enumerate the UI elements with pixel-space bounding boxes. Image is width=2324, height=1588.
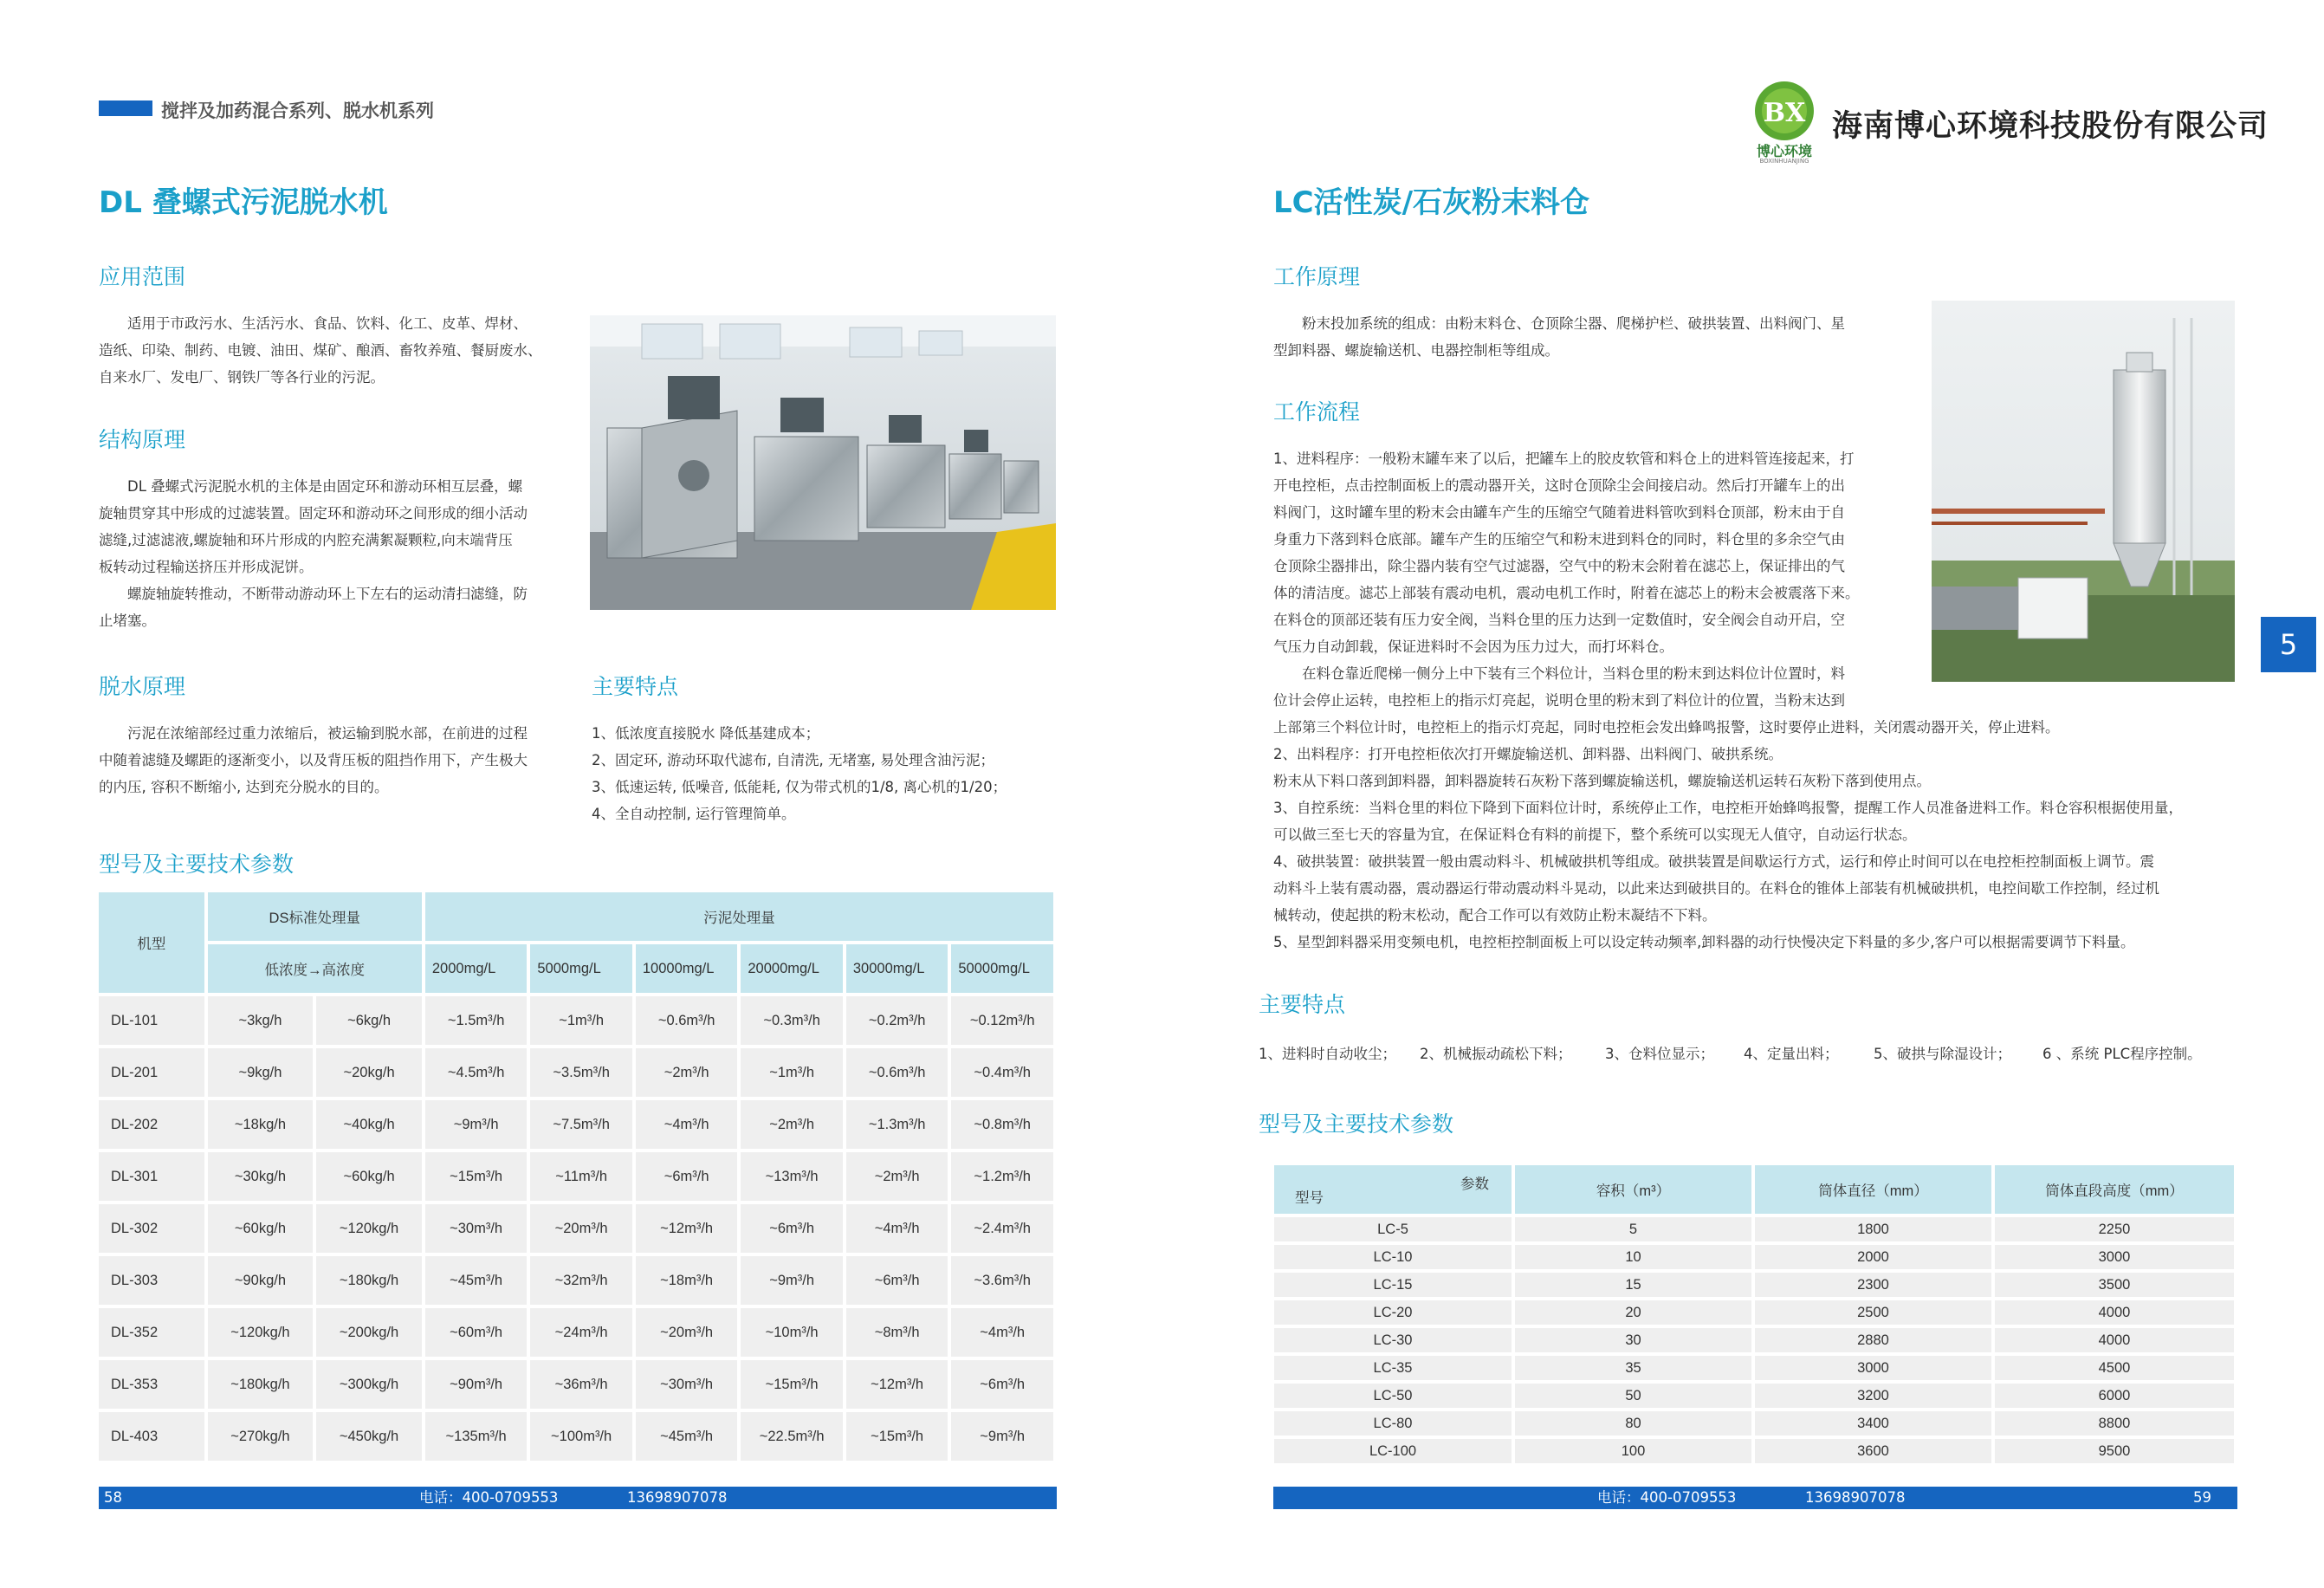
cell-h: 6000 xyxy=(1995,1384,2234,1408)
cell-sludge: ~1.3m³/h xyxy=(846,1100,948,1149)
cell-sludge: ~0.6m³/h xyxy=(846,1048,948,1097)
logo-cn-text: 博心环境 xyxy=(1756,143,1812,159)
cell-sludge: ~0.2m³/h xyxy=(846,996,948,1045)
cell-model: DL-302 xyxy=(99,1204,204,1253)
cell-sludge: ~0.12m³/h xyxy=(951,996,1053,1045)
process-line: 在料仓的顶部还装有压力安全阀，当料仓里的压力达到一定数值时，安全阀会自动开启，空 xyxy=(1273,612,1845,628)
machine-photo-image xyxy=(590,315,1056,610)
header-diameter: 筒体直径（mm） xyxy=(1755,1165,1991,1214)
cell-dia: 3000 xyxy=(1755,1356,1991,1380)
cell-sludge: ~0.8m³/h xyxy=(951,1100,1053,1149)
principle-heading: 工作原理 xyxy=(1273,264,1361,289)
right-table-heading: 型号及主要技术参数 xyxy=(1259,1112,1454,1137)
cell-sludge: ~15m³/h xyxy=(425,1152,528,1201)
process-line: 可以做三至七天的容量为宜，在保证料仓有料的前提下，整个系统可以实现无人值守，自动运行状态。 xyxy=(1273,826,1917,843)
cell-sludge: ~45m³/h xyxy=(425,1256,528,1305)
dl-table-body xyxy=(99,996,1053,1461)
table-row xyxy=(99,1204,1053,1253)
principle-line: 型卸料器、螺旋输送机、电器控制柜等组成。 xyxy=(1273,342,1559,359)
sub-header-conc: 10000mg/L xyxy=(636,944,738,993)
cell-sludge: ~135m³/h xyxy=(425,1412,528,1461)
structure-line: 板转动过程输送挤压并形成泥饼。 xyxy=(99,559,314,575)
left-features-heading: 主要特点 xyxy=(592,674,679,699)
cell-vol: 80 xyxy=(1515,1411,1751,1436)
cell-sludge: ~100m³/h xyxy=(530,1412,632,1461)
left-footer-mobile: 13698907078 xyxy=(627,1489,728,1506)
process-line: 位计会停止运转，电控柜上的指示灯亮起，说明仓里的粉末到了料位计的位置，当粉末达到 xyxy=(1273,692,1845,709)
cell-vol: 50 xyxy=(1515,1384,1751,1408)
cell-model: DL-202 xyxy=(99,1100,204,1149)
sub-header-conc: 2000mg/L xyxy=(425,944,528,993)
cell-model: DL-403 xyxy=(99,1412,204,1461)
process-line: 5、星型卸料器采用变频电机，电控柜控制面板上可以设定转动频率,卸料器的动行快慢决定下料量的多少,客户可以根据需要调节下料量。 xyxy=(1273,934,2135,950)
cell-h: 8800 xyxy=(1995,1411,2234,1436)
process-line: 料阀门，这时罐车里的粉末会由罐车产生的压缩空气随着进料管吹到料仓顶部，粉末由于自 xyxy=(1273,504,1845,521)
cell-sludge: ~0.6m³/h xyxy=(636,996,738,1045)
cell-sludge: ~36m³/h xyxy=(530,1360,632,1409)
cell-dia: 2300 xyxy=(1755,1273,1991,1297)
logo-leaf-icon xyxy=(1741,80,1828,142)
left-page-title: DL 叠螺式污泥脱水机 xyxy=(99,185,388,220)
sub-header-conc: 50000mg/L xyxy=(951,944,1053,993)
table-row xyxy=(1274,1411,2234,1436)
cell-sludge: ~2m³/h xyxy=(846,1152,948,1201)
cell-model: LC-20 xyxy=(1274,1300,1512,1325)
table-row xyxy=(1274,1273,2234,1297)
cell-vol: 35 xyxy=(1515,1356,1751,1380)
feature-item: 3、低速运转, 低噪音, 低能耗, 仅为带式机的1/8, 离心机的1/20； xyxy=(592,779,1007,795)
table-row xyxy=(99,1048,1053,1097)
cell-h: 4000 xyxy=(1995,1300,2234,1325)
cell-vol: 10 xyxy=(1515,1245,1751,1269)
cell-sludge: ~15m³/h xyxy=(846,1412,948,1461)
left-footer-bar xyxy=(99,1487,1057,1509)
cell-sludge: ~30m³/h xyxy=(425,1204,528,1253)
logo-en-text: BOXINHUANJING xyxy=(1759,158,1809,165)
table-row xyxy=(1274,1384,2234,1408)
col-header-sludge: 污泥处理量 xyxy=(425,892,1053,941)
application-line: 适用于市政污水、生活污水、食品、饮料、化工、皮革、焊材、 xyxy=(127,315,528,332)
principle-text xyxy=(1273,310,1906,364)
application-line: 自来水厂、发电厂、钢铁厂等各行业的污泥。 xyxy=(99,369,385,386)
process-line: 开电控柜，点击控制面板上的震动器开关，这时仓顶除尘会间接启动。然后打开罐车上的出 xyxy=(1273,477,1845,494)
cell-model: DL-303 xyxy=(99,1256,204,1305)
cell-sludge: ~0.3m³/h xyxy=(741,996,843,1045)
dewater-line: 的内压, 容积不断缩小, 达到充分脱水的目的。 xyxy=(99,779,389,795)
cell-sludge: ~0.4m³/h xyxy=(951,1048,1053,1097)
cell-h: 2250 xyxy=(1995,1217,2234,1241)
cell-high: ~120kg/h xyxy=(316,1204,422,1253)
application-line: 造纸、印染、制药、电镀、油田、煤矿、酿酒、畜牧养殖、餐厨废水、 xyxy=(99,342,542,359)
feature-item: 3、仓料位显示； xyxy=(1605,1046,1714,1062)
process-line: 4、破拱装置：破拱装置一般由震动料斗、机械破拱机等组成。破拱装置是间歇运行方式，运行和停止时间可以在电控柜控制面板上调节。震 xyxy=(1273,853,2154,870)
feature-item: 4、定量出料； xyxy=(1744,1046,1839,1062)
chapter-tab: 5 xyxy=(2261,617,2316,672)
cell-vol: 5 xyxy=(1515,1217,1751,1241)
left-features-list xyxy=(592,720,1059,827)
structure-line: 滤缝,过滤滤液,螺旋轴和环片形成的内腔充满絮凝颗粒,向末端背压 xyxy=(99,532,513,548)
cell-sludge: ~11m³/h xyxy=(530,1152,632,1201)
lc-spec-table xyxy=(1271,1162,2237,1467)
cell-sludge: ~90m³/h xyxy=(425,1360,528,1409)
cell-sludge: ~9m³/h xyxy=(951,1412,1053,1461)
cell-sludge: ~4.5m³/h xyxy=(425,1048,528,1097)
sub-header-conc: 5000mg/L xyxy=(530,944,632,993)
col-header-ds: DS标准处理量 xyxy=(208,892,422,941)
cell-dia: 2500 xyxy=(1755,1300,1991,1325)
right-footer-phone: 电话：400-0709553 xyxy=(1597,1489,1737,1506)
structure-heading: 结构原理 xyxy=(99,427,186,452)
process-line: 粉末从下料口落到卸料器，卸料器旋转石灰粉下落到螺旋输送机，螺旋输送机运转石灰粉下落到使用点。 xyxy=(1273,773,1931,789)
cell-sludge: ~22.5m³/h xyxy=(741,1412,843,1461)
cell-dia: 3400 xyxy=(1755,1411,1991,1436)
cell-sludge: ~20m³/h xyxy=(530,1204,632,1253)
cell-sludge: ~30m³/h xyxy=(636,1360,738,1409)
table-row xyxy=(99,1360,1053,1409)
right-footer-bar xyxy=(1273,1487,2237,1509)
cell-sludge: ~4m³/h xyxy=(951,1308,1053,1357)
cell-sludge: ~13m³/h xyxy=(741,1152,843,1201)
company-logo xyxy=(1741,80,1828,165)
cell-model: LC-50 xyxy=(1274,1384,1512,1408)
cell-high: ~200kg/h xyxy=(316,1308,422,1357)
process-line: 上部第三个料位计时，电控柜上的指示灯亮起，同时电控柜会发出蜂鸣报警，这时要停止进料，关闭震动器开关，停止进料。 xyxy=(1273,719,2060,736)
cell-sludge: ~3.6m³/h xyxy=(951,1256,1053,1305)
principle-line: 粉末投加系统的组成：由粉末料仓、仓顶除尘器、爬梯护栏、破拱装置、出料阀门、星 xyxy=(1302,315,1845,332)
process-line: 身重力下落到料仓底部。罐车产生的压缩空气和粉末进到料仓的同时，料仓里的多余空气由 xyxy=(1273,531,1845,548)
cell-model: LC-80 xyxy=(1274,1411,1512,1436)
cell-vol: 30 xyxy=(1515,1328,1751,1352)
table-row xyxy=(99,1412,1053,1461)
cell-dia: 3200 xyxy=(1755,1384,1991,1408)
structure-line: 止堵塞。 xyxy=(99,613,156,629)
dewater-line: 中随着滤缝及螺距的逐渐变小，以及背压板的阻挡作用下，产生极大 xyxy=(99,752,528,768)
structure-line: 旋轴贯穿其中形成的过滤装置。固定环和游动环之间形成的细小活动 xyxy=(99,505,528,522)
cell-sludge: ~8m³/h xyxy=(846,1308,948,1357)
series-label: 搅拌及加药混合系列、脱水机系列 xyxy=(161,100,434,121)
cell-sludge: ~4m³/h xyxy=(846,1204,948,1253)
process-line: 1、进料程序：一般粉末罐车来了以后，把罐车上的胶皮软管和料仓上的进料管连接起来，打 xyxy=(1273,450,1855,467)
right-features-list xyxy=(1259,1042,2255,1065)
col-header-model: 机型 xyxy=(99,892,204,993)
cell-dia: 3600 xyxy=(1755,1439,1991,1463)
cell-model: LC-35 xyxy=(1274,1356,1512,1380)
cell-low: ~90kg/h xyxy=(208,1256,314,1305)
cell-sludge: ~1.5m³/h xyxy=(425,996,528,1045)
application-heading: 应用范围 xyxy=(99,264,186,289)
table-row xyxy=(1274,1217,2234,1241)
cell-sludge: ~12m³/h xyxy=(846,1360,948,1409)
cell-sludge: ~1m³/h xyxy=(530,996,632,1045)
table-row xyxy=(1274,1328,2234,1352)
cell-model: LC-15 xyxy=(1274,1273,1512,1297)
sub-header-ds: 低浓度→高浓度 xyxy=(208,944,422,993)
sub-header-conc: 30000mg/L xyxy=(846,944,948,993)
cell-model: DL-301 xyxy=(99,1152,204,1201)
process-line: 体的清洁度。滤芯上部装有震动电机，震动电机工作时，附着在滤芯上的粉末会被震落下来。 xyxy=(1273,585,1860,601)
cell-dia: 1800 xyxy=(1755,1217,1991,1241)
table-row xyxy=(99,996,1053,1045)
cell-high: ~6kg/h xyxy=(316,996,422,1045)
process-line: 动料斗上装有震动器，震动器运行带动震动料斗晃动，以此来达到破拱目的。在料仓的锥体上部装有机械破拱机，电控间歇工作控制，经过机 xyxy=(1273,880,2159,897)
process-line: 在料仓靠近爬梯一侧分上中下装有三个料位计，当料仓里的粉末到达料位计位置时，料 xyxy=(1302,665,1845,682)
cell-sludge: ~2m³/h xyxy=(636,1048,738,1097)
feature-item: 4、全自动控制, 运行管理简单。 xyxy=(592,806,796,822)
header-param-model xyxy=(1274,1165,1512,1214)
table-row xyxy=(99,1308,1053,1357)
table-row xyxy=(1274,1245,2234,1269)
cell-low: ~3kg/h xyxy=(208,996,314,1045)
dewater-line: 污泥在浓缩部经过重力浓缩后，被运输到脱水部，在前进的过程 xyxy=(127,725,528,742)
cell-sludge: ~6m³/h xyxy=(741,1204,843,1253)
table-row xyxy=(1274,1439,2234,1463)
cell-sludge: ~6m³/h xyxy=(846,1256,948,1305)
header-model-label: 型号 xyxy=(1295,1190,1324,1206)
cell-h: 4500 xyxy=(1995,1356,2234,1380)
left-footer-phone: 电话：400-0709553 xyxy=(419,1489,559,1506)
dewater-heading: 脱水原理 xyxy=(99,674,186,699)
cell-h: 9500 xyxy=(1995,1439,2234,1463)
cell-low: ~180kg/h xyxy=(208,1360,314,1409)
structure-text xyxy=(99,473,575,634)
left-table-heading: 型号及主要技术参数 xyxy=(99,852,295,877)
cell-dia: 2880 xyxy=(1755,1328,1991,1352)
table-row xyxy=(1274,1356,2234,1380)
cell-vol: 20 xyxy=(1515,1300,1751,1325)
cell-sludge: ~4m³/h xyxy=(636,1100,738,1149)
cell-vol: 15 xyxy=(1515,1273,1751,1297)
lc-table-body xyxy=(1274,1217,2234,1463)
sub-header-conc: 20000mg/L xyxy=(741,944,843,993)
cell-model: DL-352 xyxy=(99,1308,204,1357)
header-height: 筒体直段高度（mm） xyxy=(1995,1165,2234,1214)
header-param-label: 参数 xyxy=(1460,1176,1489,1192)
cell-sludge: ~32m³/h xyxy=(530,1256,632,1305)
structure-line: DL 叠螺式污泥脱水机的主体是由固定环和游动环相互层叠，螺 xyxy=(127,478,523,495)
cell-sludge: ~1m³/h xyxy=(741,1048,843,1097)
table-row xyxy=(99,1256,1053,1305)
cell-high: ~180kg/h xyxy=(316,1256,422,1305)
right-footer-mobile: 13698907078 xyxy=(1805,1489,1906,1506)
cell-high: ~300kg/h xyxy=(316,1360,422,1409)
cell-model: LC-100 xyxy=(1274,1439,1512,1463)
cell-model: DL-101 xyxy=(99,996,204,1045)
structure-line: 螺旋轴旋转推动，不断带动游动环上下左右的运动清扫滤缝，防 xyxy=(127,586,528,602)
feature-item: 1、低浓度直接脱水 降低基建成本； xyxy=(592,725,820,742)
table-row xyxy=(99,1152,1053,1201)
dewater-text xyxy=(99,720,575,800)
cell-sludge: ~3.5m³/h xyxy=(530,1048,632,1097)
cell-sludge: ~18m³/h xyxy=(636,1256,738,1305)
feature-item: 1、进料时自动收尘； xyxy=(1259,1046,1396,1062)
cell-high: ~450kg/h xyxy=(316,1412,422,1461)
cell-low: ~60kg/h xyxy=(208,1204,314,1253)
process-heading: 工作流程 xyxy=(1273,399,1361,425)
right-page-number: 59 xyxy=(2193,1489,2211,1506)
cell-model: DL-353 xyxy=(99,1360,204,1409)
cell-low: ~120kg/h xyxy=(208,1308,314,1357)
cell-low: ~30kg/h xyxy=(208,1152,314,1201)
cell-sludge: ~24m³/h xyxy=(530,1308,632,1357)
cell-h: 4000 xyxy=(1995,1328,2234,1352)
dewatering-machine-photo xyxy=(590,315,1056,610)
cell-sludge: ~15m³/h xyxy=(741,1360,843,1409)
feature-item: 2、机械振动疏松下料； xyxy=(1420,1046,1572,1062)
cell-sludge: ~2m³/h xyxy=(741,1100,843,1149)
process-line: 2、出料程序：打开电控柜依次打开螺旋输送机、卸料器、出料阀门、破拱系统。 xyxy=(1273,746,1783,762)
cell-dia: 2000 xyxy=(1755,1245,1991,1269)
cell-sludge: ~6m³/h xyxy=(951,1360,1053,1409)
process-line: 气压力自动卸载，保证进料时不会因为压力过大，而打坏料仓。 xyxy=(1273,638,1673,655)
logo-letters: BX xyxy=(1763,98,1806,128)
company-name: 海南博心环境科技股份有限公司 xyxy=(1832,109,2269,144)
cell-model: LC-10 xyxy=(1274,1245,1512,1269)
cell-model: DL-201 xyxy=(99,1048,204,1097)
cell-h: 3500 xyxy=(1995,1273,2234,1297)
header-volume: 容积（m³） xyxy=(1515,1165,1751,1214)
feature-item: 2、固定环, 游动环取代滤布, 自清洗, 无堵塞, 易处理含油污泥； xyxy=(592,752,994,768)
cell-low: ~9kg/h xyxy=(208,1048,314,1097)
cell-model: LC-30 xyxy=(1274,1328,1512,1352)
table-row xyxy=(99,1100,1053,1149)
cell-sludge: ~10m³/h xyxy=(741,1308,843,1357)
cell-sludge: ~60m³/h xyxy=(425,1308,528,1357)
process-text xyxy=(1273,445,2243,956)
left-page-number: 58 xyxy=(104,1489,122,1506)
process-line: 3、自控系统：当料仓里的料位下降到下面料位计时，系统停止工作，电控柜开始蜂鸣报警，提醒工作人员准备进料工作。料仓容积根据使用量， xyxy=(1273,800,2183,816)
cell-low: ~270kg/h xyxy=(208,1412,314,1461)
application-text xyxy=(99,310,575,391)
cell-sludge: ~45m³/h xyxy=(636,1412,738,1461)
cell-sludge: ~12m³/h xyxy=(636,1204,738,1253)
cell-high: ~20kg/h xyxy=(316,1048,422,1097)
table-row xyxy=(1274,1300,2234,1325)
cell-sludge: ~2.4m³/h xyxy=(951,1204,1053,1253)
process-line: 械转动，使起拱的粉末松动，配合工作可以有效防止粉末凝结不下料。 xyxy=(1273,907,1717,924)
cell-h: 3000 xyxy=(1995,1245,2234,1269)
cell-sludge: ~1.2m³/h xyxy=(951,1152,1053,1201)
cell-sludge: ~6m³/h xyxy=(636,1152,738,1201)
feature-item: 6 、系统 PLC程序控制。 xyxy=(2042,1046,2202,1062)
feature-item: 5、破拱与除湿设计； xyxy=(1874,1046,2011,1062)
cell-vol: 100 xyxy=(1515,1439,1751,1463)
dl-spec-table xyxy=(95,889,1057,1464)
right-page-title: LC活性炭/石灰粉末料仓 xyxy=(1273,185,1590,220)
cell-sludge: ~20m³/h xyxy=(636,1308,738,1357)
cell-model: LC-5 xyxy=(1274,1217,1512,1241)
series-color-bar xyxy=(99,100,152,116)
cell-sludge: ~9m³/h xyxy=(425,1100,528,1149)
cell-low: ~18kg/h xyxy=(208,1100,314,1149)
cell-high: ~40kg/h xyxy=(316,1100,422,1149)
process-line: 仓顶除尘器排出，除尘器内装有空气过滤器，空气中的粉末会附着在滤芯上，保证排出的气 xyxy=(1273,558,1845,574)
cell-high: ~60kg/h xyxy=(316,1152,422,1201)
cell-sludge: ~9m³/h xyxy=(741,1256,843,1305)
right-features-heading: 主要特点 xyxy=(1259,992,1346,1017)
cell-sludge: ~7.5m³/h xyxy=(530,1100,632,1149)
